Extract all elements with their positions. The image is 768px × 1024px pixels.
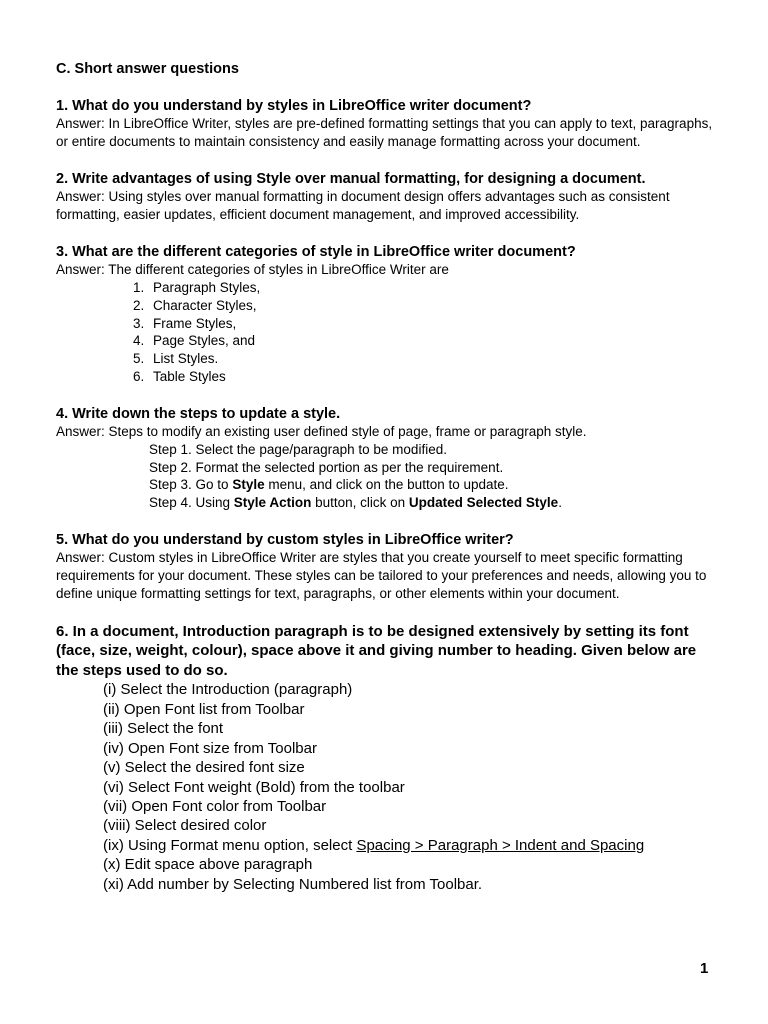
page-number: 1: [700, 960, 709, 977]
update-style-steps: [56, 441, 716, 512]
step-ix-menu-path: Spacing > Paragraph > Indent and Spacing: [356, 836, 645, 854]
step-iii: (iii) Select the font: [103, 720, 224, 738]
step-xi: (xi) Add number by Selecting Numbered list from Toolbar.: [103, 875, 483, 893]
question-3-block: [56, 243, 716, 386]
step-x: (x) Edit space above paragraph: [103, 856, 313, 874]
question-1-block: [56, 97, 716, 151]
question-4-block: [56, 405, 716, 512]
answer-2: Answer: Using styles over manual formatting in document design offers advantages such as consistent formatting, easier updates, efficient document management, and improved accessibility.: [56, 189, 670, 222]
step-4-text-end: .: [558, 495, 562, 511]
question-4: 4. Write down the steps to update a style.: [56, 405, 341, 422]
step-1: Step 1. Select the page/paragraph to be modified.: [149, 441, 447, 457]
step-iv: (iv) Open Font size from Toolbar: [103, 739, 317, 757]
answer-1: Answer: In LibreOffice Writer, styles are pre-defined formatting settings that you can apply to text, paragraphs, or entire documents to maintain consistency and easily manage formatting across your document.: [56, 116, 713, 149]
question-5: 5. What do you understand by custom styles in LibreOffice writer?: [56, 531, 514, 548]
step-3-bold: Style: [232, 477, 265, 493]
list-item: 4. Page Styles, and: [148, 332, 716, 350]
answer-3: Answer: The different categories of styles in LibreOffice Writer are: [56, 262, 449, 277]
question-2: 2. Write advantages of using Style over manual formatting, for designing a document.: [56, 171, 646, 187]
document-page: [56, 60, 716, 913]
question-5-block: [56, 531, 716, 603]
section-title: C. Short answer questions: [56, 61, 239, 77]
step-viii: (viii) Select desired color: [103, 817, 267, 835]
step-ix-text: (ix) Using Format menu option, select: [103, 836, 357, 854]
step-vii: (vii) Open Font color from Toolbar: [103, 797, 327, 815]
step-4-bold-update: Updated Selected Style: [408, 495, 559, 511]
step-4-text-mid: button, click on: [311, 495, 409, 511]
question-3: 3. What are the different categories of style in LibreOffice writer document?: [56, 244, 576, 260]
step-ii: (ii) Open Font list from Toolbar: [103, 700, 305, 718]
step-2: Step 2. Format the selected portion as per the requirement.: [149, 459, 504, 475]
answer-5: Answer: Custom styles in LibreOffice Writer are styles that you create yourself to meet specific formatting requirements for your document. These styles can be tailored to your preferences and needs, allowing you to define unique formatting settings for text, paragraphs, or other elements within your document.: [56, 549, 707, 601]
step-4-bold-action: Style Action: [233, 495, 312, 511]
step-4-text: Step 4. Using: [149, 495, 234, 511]
step-3-text-end: menu, and click on the button to update.: [264, 477, 509, 493]
style-categories-list: [56, 279, 716, 386]
question-6: 6. In a document, Introduction paragraph is to be designed extensively by setting its font (face, size, weight, colour), space above it and giving number to heading. Given below are the steps used to do so.: [56, 622, 697, 679]
list-item: 5. List Styles.: [148, 350, 716, 368]
list-item: 2. Character Styles,: [148, 297, 716, 315]
step-vi: (vi) Select Font weight (Bold) from the toolbar: [103, 778, 405, 796]
question-2-block: [56, 170, 716, 224]
answer-4: Answer: Steps to modify an existing user defined style of page, frame or paragraph style.: [56, 423, 587, 439]
list-item: 1. Paragraph Styles,: [148, 279, 716, 297]
step-ix: [103, 836, 716, 855]
list-item: 6. Table Styles: [148, 368, 716, 386]
step-i: (i) Select the Introduction (paragraph): [103, 681, 353, 699]
introduction-steps: [56, 680, 716, 893]
list-item: 3. Frame Styles,: [148, 315, 716, 333]
step-4: [149, 494, 716, 512]
question-6-block: [56, 622, 716, 894]
step-3-text: Step 3. Go to: [149, 477, 233, 493]
step-v: (v) Select the desired font size: [103, 759, 305, 777]
step-3: [149, 476, 716, 494]
question-1: 1. What do you understand by styles in LibreOffice writer document?: [56, 98, 532, 114]
